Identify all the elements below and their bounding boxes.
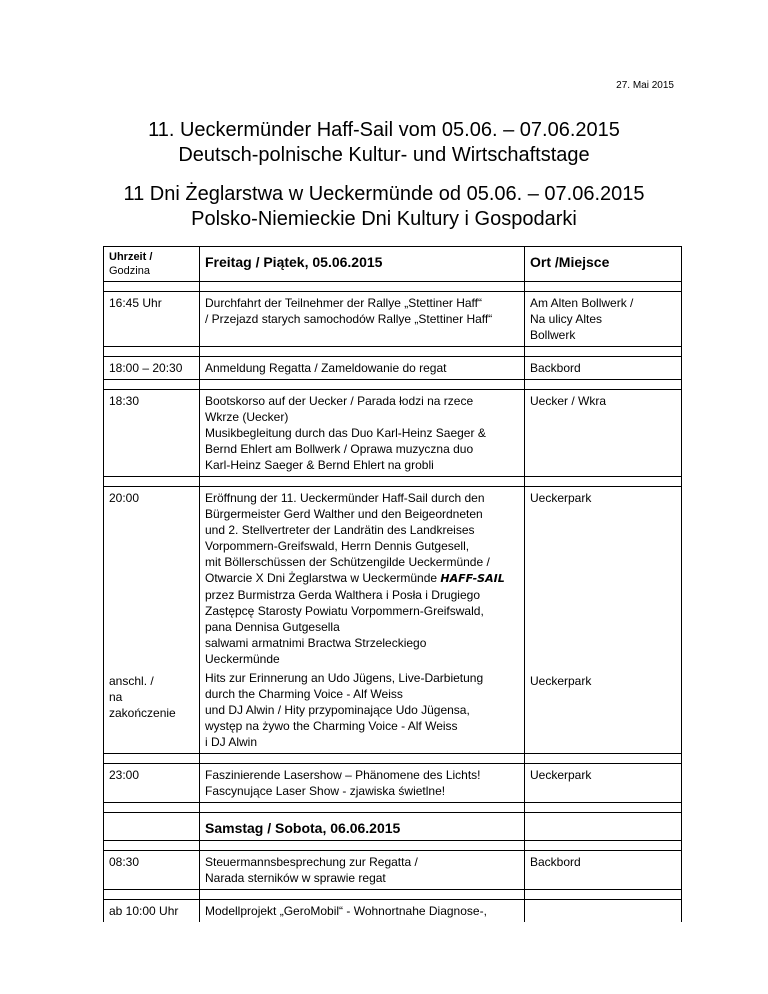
place-line: Ueckerpark [530,674,592,688]
haff-sail-logo-text: HAFF-SAIL [440,572,505,585]
title-de-line1: 11. Ueckermünder Haff-Sail vom 05.06. – 07.06.2015 [148,119,620,141]
desc-line: pana Dennisa Gutgesella [205,620,340,634]
spacer-row [104,282,682,292]
desc-line: / Przejazd starych samochodów Rallye „Stettiner Haff“ [205,312,493,326]
document-date: 27. Mai 2015 [616,80,674,91]
desc-line: Musikbegleitung durch das Duo Karl-Heinz Saeger & [205,426,486,440]
event-description [200,487,525,671]
desc-line: salwami armatnimi Bractwa Strzeleckiego [205,636,427,650]
event-time: 18:30 [104,390,200,477]
desc-line: Eröffnung der 11. Ueckermünder Haff-Sail durch den [205,491,485,505]
saturday-header-row [104,813,682,841]
desc-line: Bürgermeister Gerd Walther und den Beigeordneten [205,507,483,521]
event-time [104,670,200,754]
table-row [104,292,682,347]
desc-line: Wkrze (Uecker) [205,410,289,424]
event-place [525,851,682,890]
desc-line: Bernd Ehlert am Bollwerk / Oprawa muzyczna duo [205,442,474,456]
event-description [200,390,525,477]
event-time: ab 10:00 Uhr [104,900,200,923]
desc-line: und 2. Stellvertreter der Landrätin des Landkreises [205,523,475,537]
event-place [525,292,682,347]
table-row [104,900,682,923]
time-line: anschl. / [109,674,154,688]
event-time: 18:00 – 20:30 [104,357,200,380]
table-row [104,487,682,671]
desc-line: und DJ Alwin / Hity przypominające Udo Jügensa, [205,703,470,717]
spacer-row [104,754,682,764]
desc-line: Modellprojekt „GeroMobil“ - Wohnortnahe Diagnose-, [205,904,487,918]
table-row [104,851,682,890]
place-line: Na ulicy Altes [530,312,603,326]
place-line: Am Alten Bollwerk / [530,296,634,310]
desc-line: Zastępcę Starosty Powiatu Vorpommern-Greifswald, [205,604,484,618]
event-place [525,900,682,923]
event-time: 20:00 [104,487,200,671]
table-row [104,357,682,380]
table-row [104,670,682,754]
time-header-de: Uhrzeit / [109,251,153,263]
desc-line: i DJ Alwin [205,735,258,749]
time-header [104,247,200,282]
place-line: Backbord [530,361,581,375]
desc-line: Anmeldung Regatta / Zameldowanie do regat [205,361,447,375]
place-header: Ort /Miejsce [525,247,682,282]
desc-line: mit Böllerschüssen der Schützengilde Ueckermünde / [205,555,490,569]
event-time: 16:45 Uhr [104,292,200,347]
title-pl-line2: Polsko-Niemieckie Dni Kultury i Gospodarki [191,208,577,230]
spacer-row [104,380,682,390]
event-description [200,851,525,890]
spacer-row [104,890,682,900]
time-line: na [109,690,123,704]
spacer-row [104,347,682,357]
spacer-row [104,841,682,851]
title-de-line2: Deutsch-polnische Kultur- und Wirtschaftstage [178,144,590,166]
event-time: 08:30 [104,851,200,890]
event-description [200,764,525,803]
place-line: Backbord [530,855,581,869]
desc-line: Bootskorso auf der Uecker / Parada łodzi na rzece [205,394,474,408]
desc-line: Faszinierende Lasershow – Phänomene des Lichts! [205,768,481,782]
event-place [525,670,682,754]
event-place [525,764,682,803]
place-line: Ueckerpark [530,491,592,505]
event-place [525,390,682,477]
table-header-row [104,247,682,282]
desc-line: Karl-Heinz Saeger & Bernd Ehlert na grobli [205,458,434,472]
place-line: Bollwerk [530,328,576,342]
desc-line: Durchfahrt der Teilnehmer der Rallye „Stettiner Haff“ [205,296,483,310]
spacer-row [104,803,682,813]
event-description [200,670,525,754]
event-description [200,357,525,380]
desc-line: przez Burmistrza Gerda Walthera i Posła i Drugiego [205,588,480,602]
table-row [104,764,682,803]
event-description [200,900,525,923]
event-description [200,292,525,347]
desc-line: Hits zur Erinnerung an Udo Jügens, Live-Darbietung [205,671,484,685]
place-line: Ueckerpark [530,768,592,782]
time-header-pl: Godzina [109,265,150,277]
place-line: Uecker / Wkra [530,394,607,408]
event-place [525,357,682,380]
desc-line: durch the Charming Voice - Alf Weiss [205,687,403,701]
event-place [525,487,682,671]
desc-line: występ na żywo the Charming Voice - Alf Weiss [205,719,458,733]
time-line: zakończenie [109,706,176,720]
program-table [103,246,682,922]
friday-header: Freitag / Piątek, 05.06.2015 [200,247,525,282]
desc-line: Otwarcie X Dni Żeglarstwa w Ueckermünde [205,571,441,585]
table-row [104,390,682,477]
event-time: 23:00 [104,764,200,803]
desc-line: Ueckermünde [205,652,280,666]
title-pl-line1: 11 Dni Żeglarstwa w Ueckermünde od 05.06. – 07.06.2015 [123,183,645,205]
desc-line-with-logo [205,570,519,587]
spacer-row [104,477,682,487]
desc-line: Steuermannsbesprechung zur Regatta / [205,855,418,869]
saturday-header: Samstag / Sobota, 06.06.2015 [200,813,525,841]
desc-line: Narada sterników w sprawie regat [205,871,386,885]
desc-line: Vorpommern-Greifswald, Herrn Dennis Gutgesell, [205,539,470,553]
desc-line: Fascynujące Laser Show - zjawiska świetlne! [205,784,446,798]
